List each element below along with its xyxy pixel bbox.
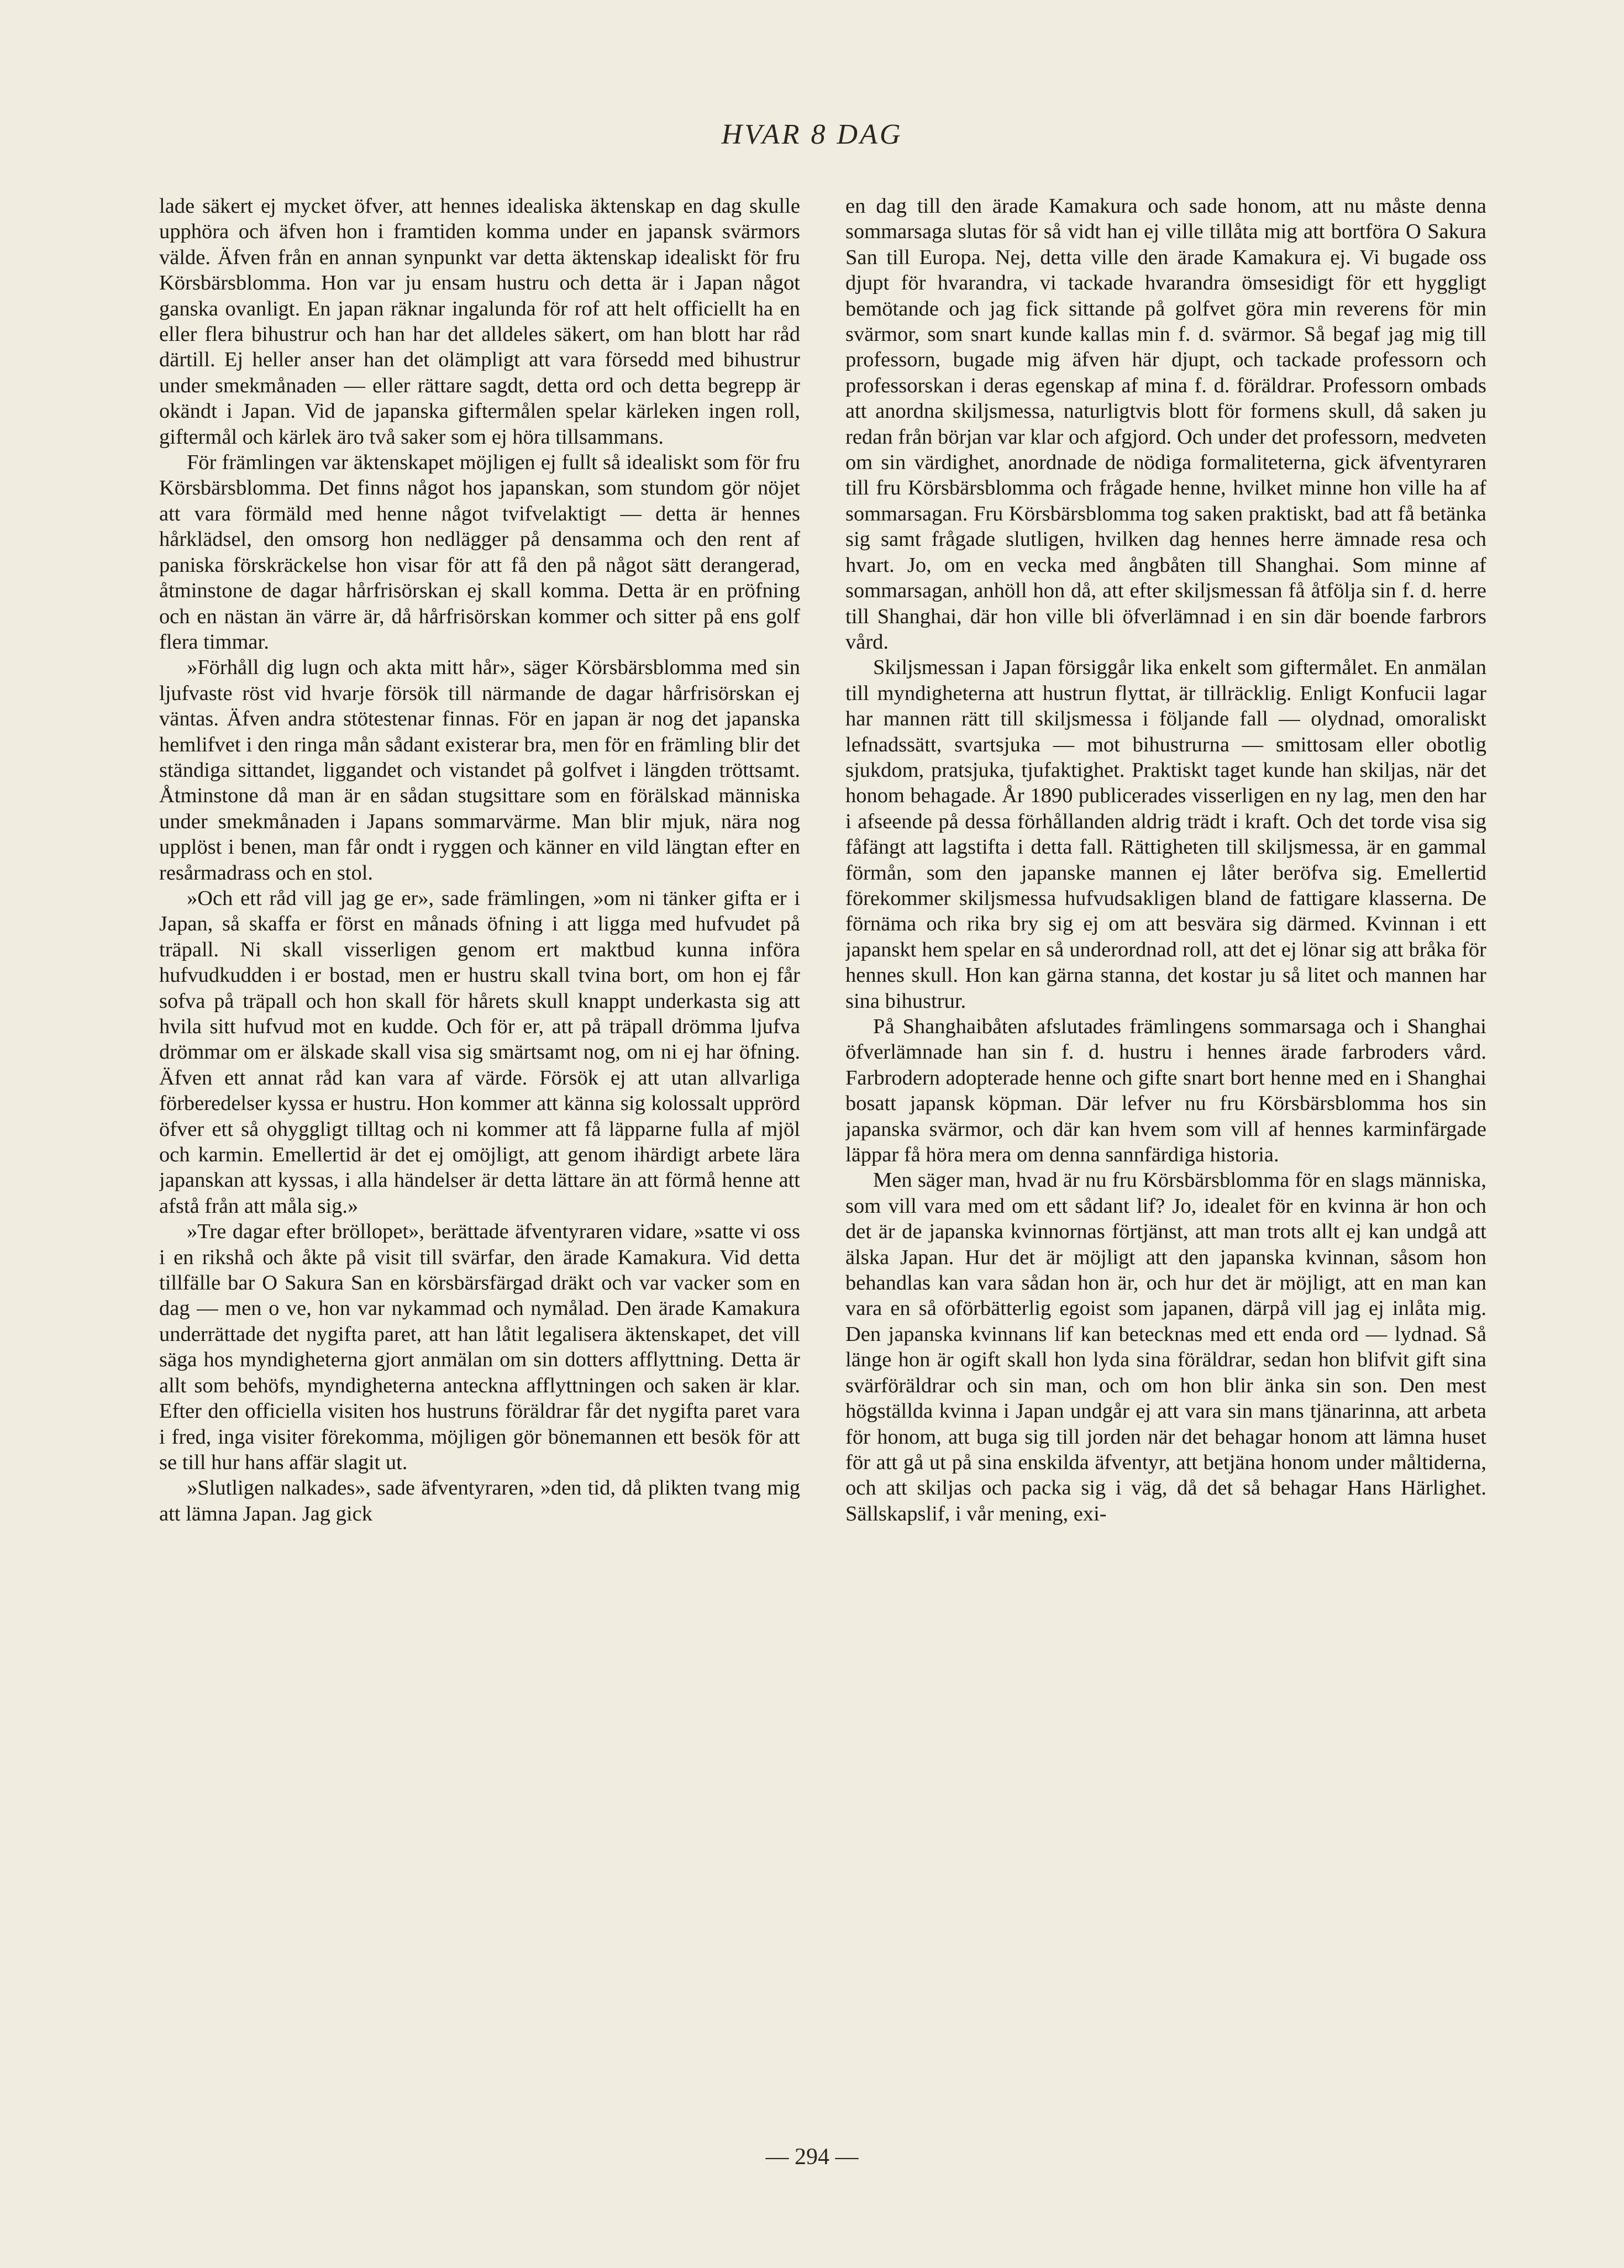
right-column bbox=[845, 193, 1486, 2072]
paragraph: »Slutligen nalkades», sade äfventyraren, »den tid, då plikten tvang mig att lämna Japan. Jag gick bbox=[159, 1476, 800, 1525]
paragraph: en dag till den ärade Kamakura och sade honom, att nu måste denna sommarsaga slutas för så vidt han ej ville tillåta mig att bortföra O Sakura San till Europa. Nej, detta ville den ärade Kamakura ej. Vi bugade oss djupt för hvarandra, vi tackade hvarandra ömsesidigt för ett hyggligt bemötande och jag fick sittande på golfvet göra min reverens för min svärmor, som snart kunde kallas min f. d. svärmor. Så begaf jag mig till professorn, bugade mig äfven här djupt, och tackade professorn och professorskan i deras egenskap af mina f. d. föräldrar. Professorn ombads att anordna skiljsmessa, naturligtvis blott för formens skull, då saken ju redan från början var klar och afgjord. Och under det professorn, medveten om sin värdighet, anordnade de nödiga formaliteterna, gick äfventyraren till fru Körsbärsblomma och frågade henne, hvilket minne hon ville ha af sommarsagan. Fru Körsbärsblomma tog saken praktiskt, bad att få betänka sig samt frågade slutligen, hvilken dag hennes herre ämnade resa och hvart. Jo, om en vecka med ångbåten till Shanghai. Som minne af sommarsagan, anhöll hon då, att efter skiljsmessan få åtfölja sin f. d. herre till Shanghai, där hon ville bli öfverlämnad i en sin där boende farbrors vård. bbox=[845, 194, 1486, 654]
left-column bbox=[159, 193, 800, 2072]
paragraph: »Och ett råd vill jag ge er», sade främlingen, »om ni tänker gifta er i Japan, så skaffa er först en månads öfning i att ligga med hufvudet på träpall. Ni skall visserligen genom ert maktbud kunna införa hufvudkudden i er bostad, men er hustru skall tvina bort, om hon ej får sofva på träpall och hon skall för hårets skull knappt underkasta sig att hvila sitt hufvud mot en kudde. Och för er, att på träpall drömma ljufva drömmar om er älskade skall visa sig smärtsamt nog, om ni ej har öfning. Äfven ett annat råd kan vara af värde. Försök ej att utan allvarliga förberedelser kyssa er hustru. Hon kommer att känna sig kolossalt upprörd öfver ett så ohyggligt tilltag och ni kommer att få läpparne fulla af mjöl och karmin. Emellertid är det ej omöjligt, att genom ihärdigt arbete lära japanskan att kyssas, i alla händelser är detta lättare än att förmå henne att afstå från att måla sig.» bbox=[159, 886, 800, 1218]
paragraph: Men säger man, hvad är nu fru Körsbärsblomma för en slags människa, som vill vara med om ett sådant lif? Jo, idealet för en kvinna är hon och det är de japanska kvinnornas förtjänst, att man trots allt ej kan undgå att älska Japan. Hur det är möjligt att den japanska kvinnan, såsom hon behandlas kan vara sådan hon är, och hur det är möjligt, att en man kan vara en så oförbätterlig egoist som japanen, därpå vill jag ej inlåta mig. Den japanska kvinnans lif kan betecknas med ett enda ord — lydnad. Så länge hon är ogift skall hon lyda sina föräldrar, sedan hon blifvit gift sina svärföräldrar och sin man, och om hon blir änka sin son. Den mest högställda kvinna i Japan undgår ej att vara sin mans tjänarinna, att arbeta för honom, att buga sig till jorden när det behagar honom att lämna huset för att gå ut på sina enskilda äfventyr, att betjäna honom under måltiderna, och att skiljas och packa sig i väg, då det så behagar Hans Härlighet. Sällskapslif, i vår mening, exi- bbox=[845, 1169, 1486, 1525]
page-number: — 294 — bbox=[765, 2144, 859, 2170]
paragraph: »Förhåll dig lugn och akta mitt hår», säger Körsbärsblomma med sin ljufvaste röst vid hvarje försök till närmande de dagar hårfrisörskan ej väntas. Äfven andra stötestenar finnas. För en japan är nog det japanska hemlifvet i den ringa mån sådant existerar bra, men för en främling blir det ständiga sittandet, liggandet och vistandet på golfvet i längden tröttsamt. Åtminstone då man är en sådan stugsittare som en förälskad människa under smekmånaden i Japans sommarvärme. Man blir mjuk, nära nog upplöst i benen, man får ondt i ryggen och känner en vild längtan efter en resårmadrass och en stol. bbox=[159, 656, 800, 885]
paragraph: »Tre dagar efter bröllopet», berättade äfventyraren vidare, »satte vi oss i en rikshå och åkte på visit till svärfar, den ärade Kamakura. Vid detta tillfälle bar O Sakura San en körsbärsfärgad dräkt och var vacker som en dag — men o ve, hon var nykammad och nymålad. Den ärade Kamakura underrättade det nygifta paret, att han låtit legalisera äktenskapet, det vill säga hos myndigheterna gjort anmälan om sin dotters afflyttning. Detta är allt som behöfs, myndigheterna anteckna afflyttningen och saken är klar. Efter den officiella visiten hos hustruns föräldrar får det nygifta paret vara i fred, inga visiter förekomma, möjligen gör bönemannen ett besök för att se till hur hans affär slagit ut. bbox=[159, 1220, 800, 1474]
running-title: HVAR 8 DAG bbox=[721, 119, 903, 150]
paragraph: Skiljsmessan i Japan försiggår lika enkelt som giftermålet. En anmälan till myndigheterna att hustrun flyttat, är tillräcklig. Enligt Konfucii lagar har mannen rätt till skiljsmessa i följande fall — olydnad, omoraliskt lefnadssätt, svartsjuka — mot bihustrurna — smittosam eller obotlig sjukdom, pratsjuka, tjufaktighet. Praktiskt taget kunde han skiljas, när det honom behagade. År 1890 publicerades visserligen en ny lag, men den har i afseende på dessa förhållanden aldrig trädt i kraft. Och det torde visa sig fåfängt att lagstifta i detta fall. Rättigheten till skiljsmessa, är en gammal förmån, som den japanske mannen ej låter beröfva sig. Emellertid förekommer skiljsmessa hufvudsakligen bland de fattigare klasserna. De förnäma och rika bry sig ej om att besvära sig därmed. Kvinnan i ett japanskt hem spelar en så underordnad roll, att det ej lönar sig att bråka för hennes skull. Hon kan gärna stanna, det kostar ju så litet och mannen har sina bihustrur. bbox=[845, 656, 1486, 1013]
paragraph: lade säkert ej mycket öfver, att hennes idealiska äktenskap en dag skulle upphöra och äfven hon i framtiden komma under en japansk svärmors välde. Äfven från en annan synpunkt var detta äktenskap idealiskt för fru Körsbärsblomma. Hon var ju ensam hustru och detta är i Japan något ganska ovanligt. En japan räknar ingalunda för rof att helt officiellt ha en eller flera bihustrur och han har det alldeles säkert, om han blott har råd därtill. Ej heller anser han det olämpligt att vara försedd med bihustrur under smekmånaden — eller rättare sagdt, detta ord och detta begrepp är okändt i Japan. Vid de japanska giftermålen spelar kärleken ingen roll, giftermål och kärlek äro två saker som ej höra tillsammans. bbox=[159, 194, 800, 449]
paragraph: På Shanghaibåten afslutades främlingens sommarsaga och i Shanghai öfverlämnade han sin f. d. hustru i hennes ärade farbroders vård. Farbrodern adopterade henne och gifte snart bort henne med en i Shanghai bosatt japansk köpman. Där lefver nu fru Körsbärsblomma hos sin japanska svärmor, och där kan hvem som vill af hennes karminfärgade läppar få höra mera om denna sannfärdiga historia. bbox=[845, 1015, 1486, 1167]
paragraph: För främlingen var äktenskapet möjligen ej fullt så idealiskt som för fru Körsbärsblomma. Det finns något hos japanskan, som stundom gör nöjet att vara förmäld med henne något tvifvelaktigt — detta är hennes hårklädsel, den omsorg hon nedlägger på densamma och den rent af paniska förskräckelse hon visar för att få den på något sätt derangerad, åtminstone de dagar hårfrisörskan ej skall komma. Detta är en pröfning och en nästan än värre är, då hårfrisörskan kommer och sitter på ens golf flera timmar. bbox=[159, 451, 800, 654]
